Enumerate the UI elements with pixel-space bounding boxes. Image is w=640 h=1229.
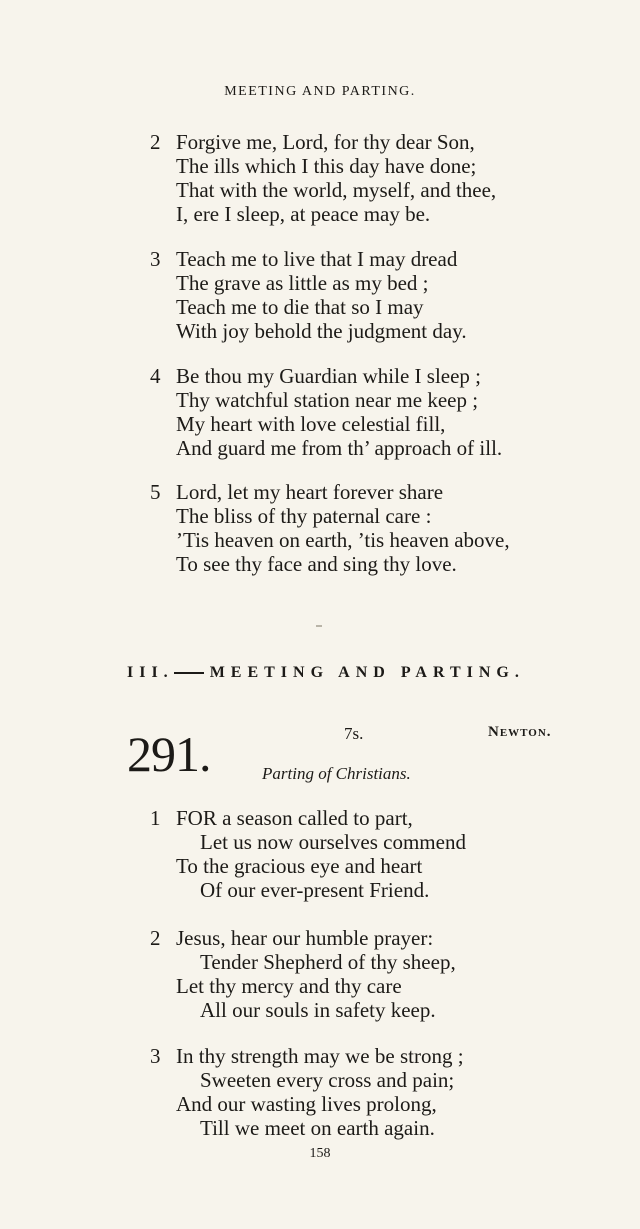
verse-line: Tender Shepherd of thy sheep,	[200, 950, 456, 974]
verse-line: And our wasting lives prolong,	[176, 1092, 437, 1116]
verse-line: Of our ever-present Friend.	[200, 878, 430, 902]
stanza-number: 2	[150, 130, 161, 154]
verse-line: And guard me from th’ approach of ill.	[176, 436, 503, 460]
verse-line: My heart with love celestial fill,	[176, 412, 446, 436]
verse-line: The bliss of thy paternal care :	[176, 504, 432, 528]
verse-line: Thy watchful station near me keep ;	[176, 388, 479, 412]
verse-line: Be thou my Guardian while I sleep ;	[176, 364, 482, 388]
verse-line: The grave as little as my bed ;	[176, 271, 429, 295]
verse-line: The ills which I this day have done;	[176, 154, 477, 178]
verse-line: Forgive me, Lord, for thy dear Son,	[176, 130, 475, 154]
verse-line: Let thy mercy and thy care	[176, 974, 402, 998]
hymn-number: 291.	[127, 726, 211, 782]
verse-line: Lord, let my heart forever share	[176, 480, 444, 504]
verse-line: In thy strength may we be strong ;	[176, 1044, 464, 1068]
hymn-author: Newton.	[488, 724, 552, 740]
stanza-number: 4	[150, 364, 161, 388]
verse-line: I, ere I sleep, at peace may be.	[176, 202, 431, 226]
verse-line: Let us now ourselves commend	[200, 830, 466, 854]
verse-line: Teach me to live that I may dread	[176, 247, 458, 271]
hymn-meter: 7s.	[344, 724, 364, 743]
running-head: MEETING AND PARTING.	[224, 84, 416, 99]
hymn-title: Parting of Christians.	[262, 764, 411, 783]
section-heading	[127, 664, 525, 682]
stanza-number: 3	[150, 247, 161, 271]
verse-line: To see thy face and sing thy love.	[176, 552, 457, 576]
verse-line: All our souls in safety keep.	[200, 998, 436, 1022]
verse-line: With joy behold the judgment day.	[176, 319, 467, 343]
page-number: 158	[309, 1146, 331, 1161]
section-numeral: III.	[127, 664, 174, 681]
verse-line: Jesus, hear our humble prayer:	[176, 926, 434, 950]
section-title: MEETING AND PARTING.	[209, 664, 525, 681]
verse-line: ’Tis heaven on earth, ’tis heaven above,	[176, 528, 510, 552]
stanza-number: 1	[150, 806, 161, 830]
verse-line: Till we meet on earth again.	[200, 1116, 435, 1140]
divider-mark	[316, 625, 322, 627]
section-dash	[174, 672, 204, 674]
verse-line: Sweeten every cross and pain;	[200, 1068, 455, 1092]
stanza-number: 5	[150, 480, 161, 504]
verse-line: Teach me to die that so I may	[176, 295, 424, 319]
stanza-number: 2	[150, 926, 161, 950]
stanza-number: 3	[150, 1044, 161, 1068]
verse-line: To the gracious eye and heart	[176, 854, 423, 878]
verse-line: That with the world, myself, and thee,	[176, 178, 497, 202]
verse-line: FOR a season called to part,	[176, 806, 413, 830]
